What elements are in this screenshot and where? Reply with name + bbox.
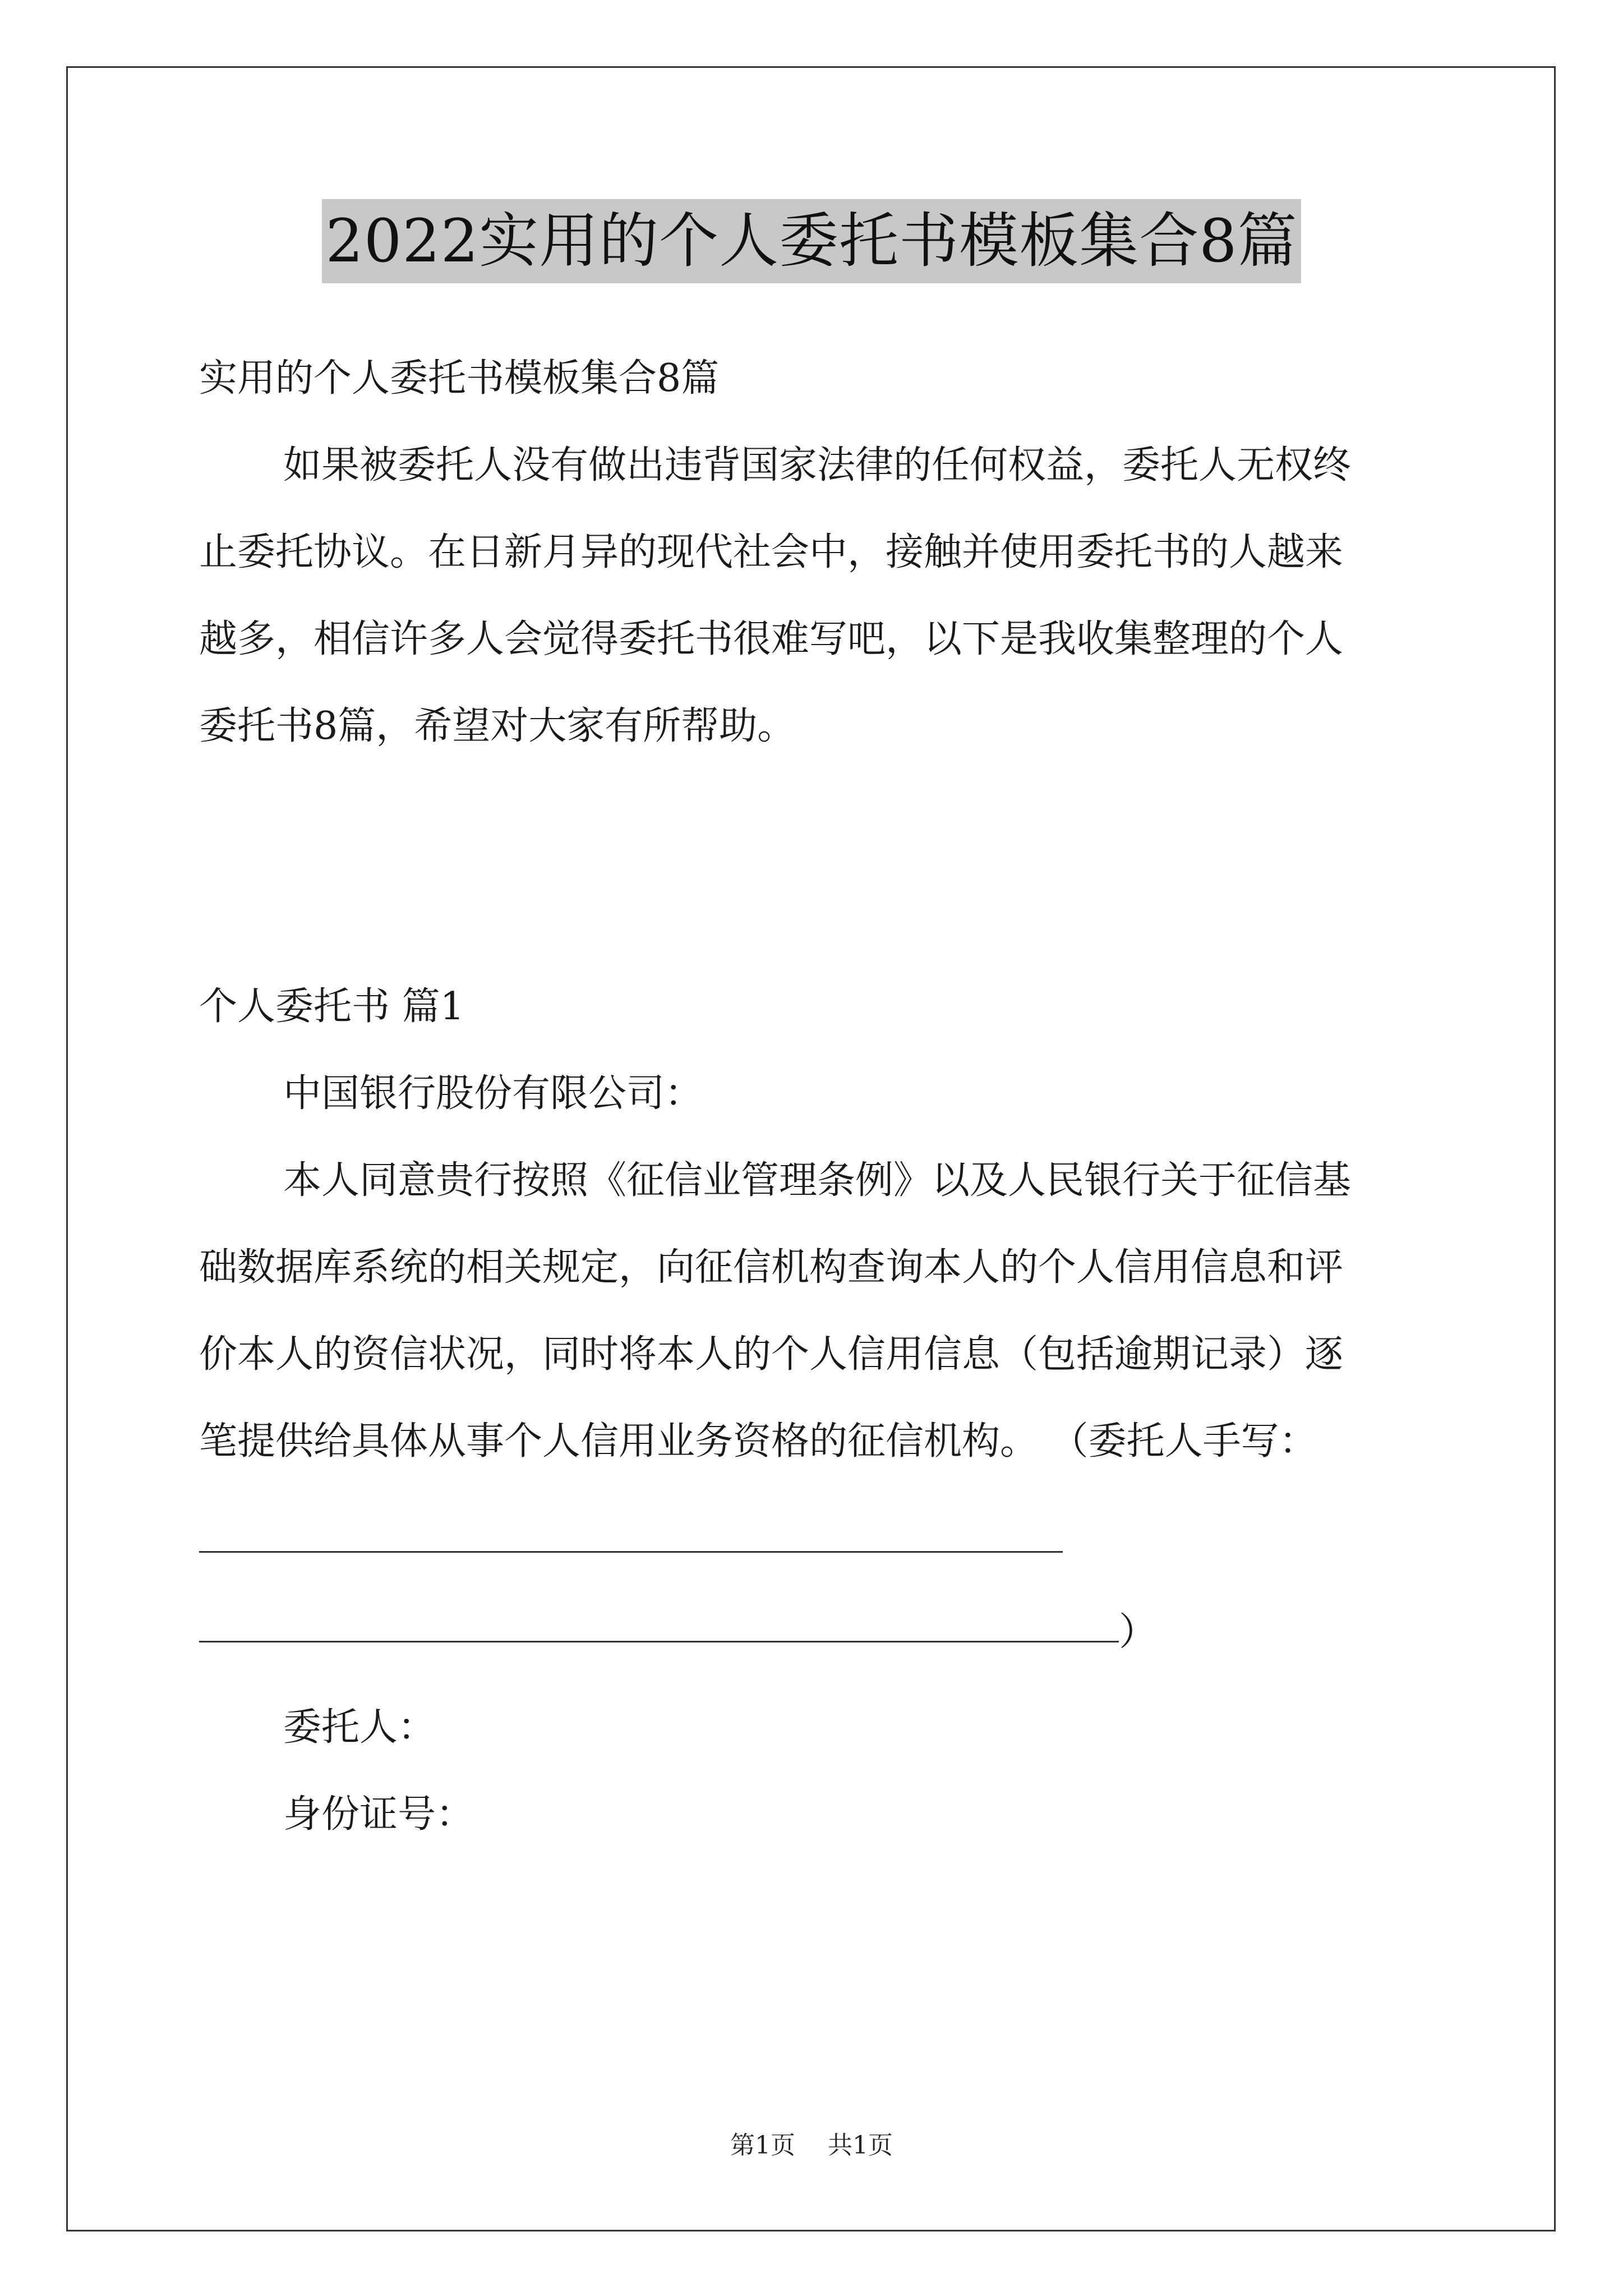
document-title: 2022实用的个人委托书模板集合8篇 — [322, 199, 1301, 283]
salutation: 中国银行股份有限公司： — [283, 1071, 703, 1116]
section-heading: 个人委托书 篇1 — [199, 984, 464, 1029]
handwriting-line — [199, 1551, 1063, 1553]
id-number-label: 身份证号： — [283, 1792, 474, 1837]
handwriting-line — [199, 1641, 1119, 1642]
body-line: 价本人的资信状况，同时将本人的个人信用信息（包括逾期记录）逐 — [199, 1332, 1344, 1377]
principal-label: 委托人： — [283, 1705, 436, 1750]
intro-line: 如果被委托人没有做出违背国家法律的任何权益，委托人无权终 — [283, 443, 1352, 487]
closing-paren: ） — [1119, 1610, 1158, 1654]
body-line: 本人同意贵行按照《征信业管理条例》以及人民银行关于征信基 — [283, 1158, 1352, 1203]
intro-line: 越多，相信许多人会觉得委托书很难写吧，以下是我收集整理的个人 — [199, 617, 1344, 661]
document-subtitle: 实用的个人委托书模板集合8篇 — [199, 356, 720, 401]
body-line: 笔提供给具体从事个人信用业务资格的征信机构。 （委托人手写： — [199, 1419, 1317, 1464]
page-footer — [0, 2129, 1623, 2162]
intro-line: 委托书8篇，希望对大家有所帮助。 — [199, 704, 796, 748]
intro-line: 止委托协议。在日新月异的现代社会中，接触并使用委托书的人越来 — [199, 530, 1344, 574]
title-container — [0, 199, 1623, 283]
page-total: 共1页 — [828, 2131, 893, 2160]
body-line: 础数据库系统的相关规定，向征信机构查询本人的个人信用信息和评 — [199, 1245, 1344, 1290]
page-number: 第1页 — [730, 2131, 795, 2160]
